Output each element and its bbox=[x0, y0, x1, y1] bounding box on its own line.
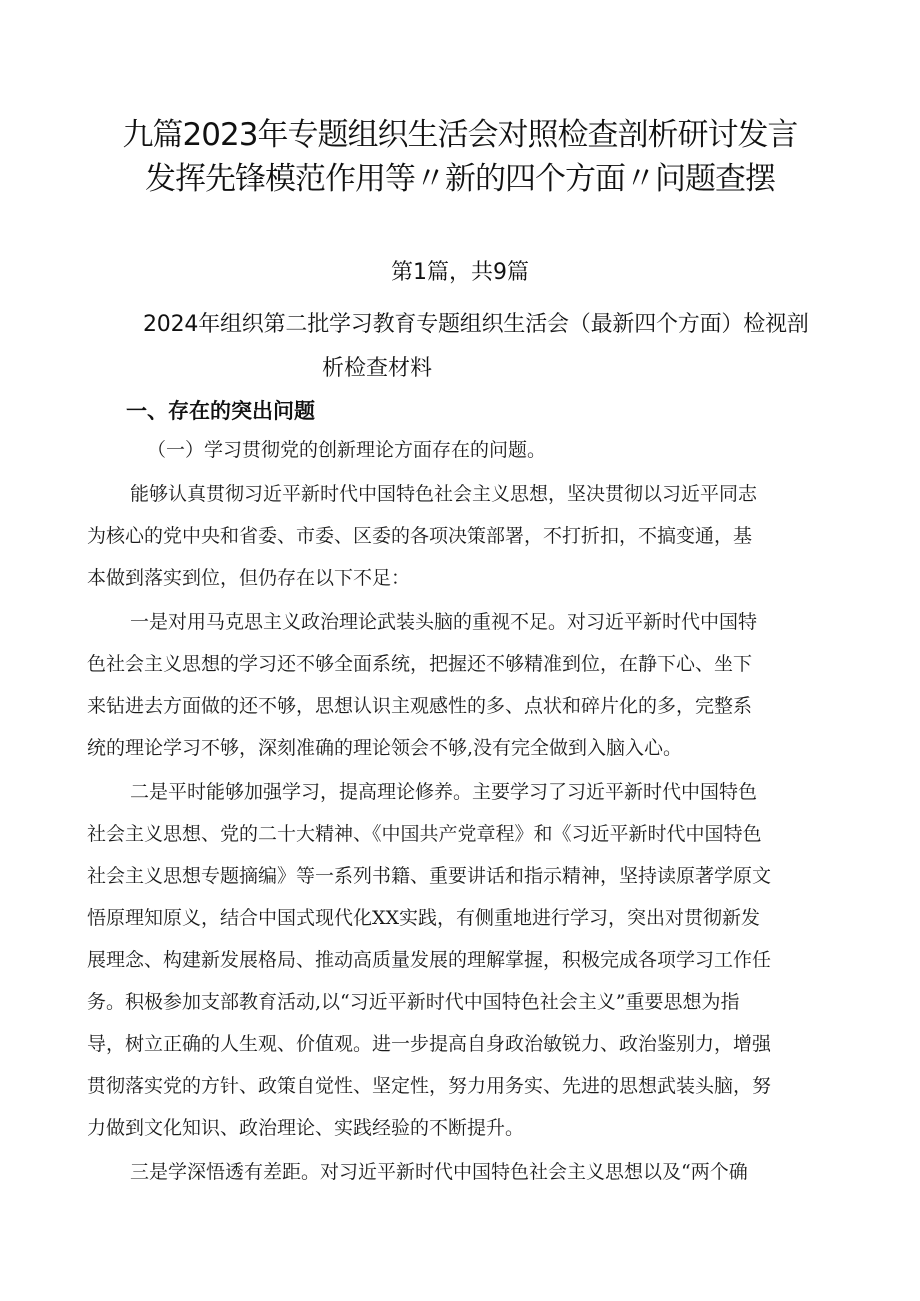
chapter-label: 第1篇，共9篇 bbox=[391, 260, 529, 285]
body-line: 社会主义思想、党的二十大精神、《中国共产党章程》和《习近平新时代中国特色 bbox=[87, 823, 762, 845]
body-line: 二是平时能够加强学习，提高理论修养。主要学习了习近平新时代中国特色 bbox=[130, 781, 758, 803]
body-line: 贯彻落实党的方针、政策自觉性、坚定性，努力用务实、先进的思想武装头脑，努 bbox=[87, 1075, 772, 1097]
body-line: 悟原理知原义，结合中国式现代化XX实践，有侧重地进行学习，突出对贯彻新发 bbox=[87, 907, 761, 929]
subtitle-line-2: 析检查材料 bbox=[322, 356, 433, 381]
body-line: 导，树立正确的人生观、价值观。进一步提高自身政治敏锐力、政治鉴别力，增强 bbox=[87, 1033, 772, 1055]
document-title-line-1: 九篇2023年专题组织生活会对照检查剖析研讨发言 bbox=[122, 117, 798, 153]
body-line: 力做到文化知识、政治理论、实践经验的不断提升。 bbox=[87, 1117, 525, 1139]
document-title-line-2: 发挥先锋模范作用等〃新的四个方面〃问题查摆 bbox=[145, 161, 775, 197]
subtitle-line-1: 2024年组织第二批学习教育专题组织生活会（最新四个方面）检视剖 bbox=[143, 312, 809, 337]
body-line: 务。积极参加支部教育活动,以“习近平新时代中国特色社会主义”重要思想为指 bbox=[87, 991, 740, 1013]
body-line: 来钻进去方面做的还不够，思想认识主观感性的多、点状和碎片化的多，完整系 bbox=[87, 695, 753, 717]
body-line: 能够认真贯彻习近平新时代中国特色社会主义思想，坚决贯彻以习近平同志 bbox=[130, 483, 758, 505]
section-heading: 一、存在的突出问题 bbox=[126, 399, 315, 423]
body-line: 色社会主义思想的学习还不够全面系统，把握还不够精准到位，在静下心、坐下 bbox=[87, 653, 753, 675]
body-line: 为核心的党中央和省委、市委、区委的各项决策部署，不打折扣，不搞变通，基 bbox=[87, 525, 753, 547]
body-line: 展理念、构建新发展格局、推动高质量发展的理解掌握，积极完成各项学习工作任 bbox=[87, 949, 772, 971]
body-line: （一）学习贯彻党的创新理论方面存在的问题。 bbox=[147, 439, 547, 461]
body-line: 本做到落实到位，但仍存在以下不足： bbox=[87, 567, 411, 589]
body-line: 三是学深悟透有差距。对习近平新时代中国特色社会主义思想以及“两个确 bbox=[130, 1161, 748, 1183]
body-line: 统的理论学习不够，深刻准确的理论领会不够,没有完全做到入脑入心。 bbox=[87, 737, 683, 759]
body-line: 一是对用马克思主义政治理论武装头脑的重视不足。对习近平新时代中国特 bbox=[130, 611, 758, 633]
body-line: 社会主义思想专题摘编》等一系列书籍、重要讲话和指示精神，坚持读原著学原文 bbox=[87, 865, 772, 887]
